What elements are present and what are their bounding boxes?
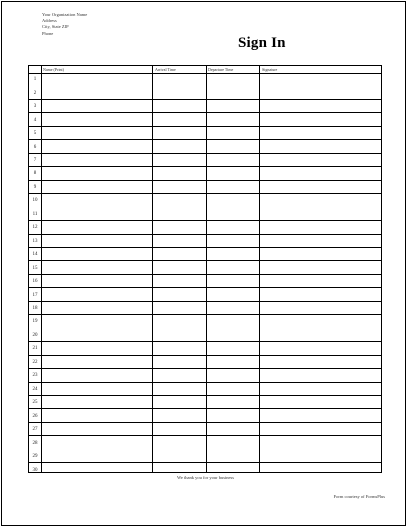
column-divider [41,66,42,472]
row-number: 10 [32,198,38,204]
table-row [29,302,381,315]
organization-block [42,12,87,37]
row-number: 26 [32,413,38,419]
table-row [29,154,381,167]
table-row [29,194,381,221]
table-row [29,410,381,423]
organization-city: City, State ZIP [42,24,69,30]
table-row [29,342,381,355]
row-number: 5 [33,131,37,137]
table-row [29,235,381,248]
organization-name: Your Organization Name [42,12,88,17]
row-number: 24 [32,386,38,392]
row-number: 23 [32,373,38,379]
thank-you-note: We thank you for your business [176,475,234,480]
table-row [29,315,381,342]
row-number: 14 [32,252,38,258]
row-number: 20 [32,332,38,338]
row-number: 4 [33,117,37,123]
column-divider [152,66,153,472]
sign-in-table [28,65,382,473]
column-header-name: Name (Print) [43,67,64,72]
row-number: 22 [32,359,38,365]
table-row [29,100,381,113]
table-row [29,181,381,194]
table-row [29,167,381,180]
table-row [29,396,381,409]
row-number: 7 [33,157,37,163]
column-header-signature: Signature [262,67,278,72]
row-number: 13 [32,238,38,244]
row-number: 25 [32,400,38,406]
row-number: 9 [33,184,37,190]
row-number: 30 [32,467,38,473]
row-number: 6 [33,144,37,150]
row-number: 21 [32,346,38,352]
row-number: 15 [32,265,38,271]
table-row [29,423,381,436]
table-row [29,356,381,369]
row-number: 1 [33,77,37,83]
table-row [29,221,381,234]
table-row [29,140,381,153]
row-number: 27 [32,427,38,433]
row-number: 3 [33,104,37,110]
row-number: 28 [32,440,38,446]
row-number: 19 [32,319,38,325]
column-header-arrival-time: Arrival Time [155,67,176,72]
row-number: 18 [32,306,38,312]
organization-phone: Phone [42,30,54,36]
table-row [29,248,381,261]
form-credit: Form courtesy of FormsPlus [333,494,385,499]
table-row [29,127,381,140]
row-number: 17 [32,292,38,298]
sign-in-sheet [1,1,406,526]
row-number: 29 [32,454,38,460]
row-number: 16 [32,279,38,285]
row-number: 11 [32,211,38,217]
column-divider [259,66,260,472]
table-row [29,275,381,288]
table-row [29,73,381,100]
table-row [29,383,381,396]
column-header-departure-time: Departure Time [208,67,234,72]
row-number: 2 [33,90,37,96]
table-row [29,261,381,274]
table-row [29,113,381,126]
column-divider [206,66,207,472]
row-number: 8 [33,171,37,177]
table-row [29,288,381,301]
page-title: Sign In [238,35,286,51]
table-row [29,369,381,382]
organization-address: Address [42,18,57,24]
row-number: 12 [32,225,38,231]
table-row [29,436,381,463]
